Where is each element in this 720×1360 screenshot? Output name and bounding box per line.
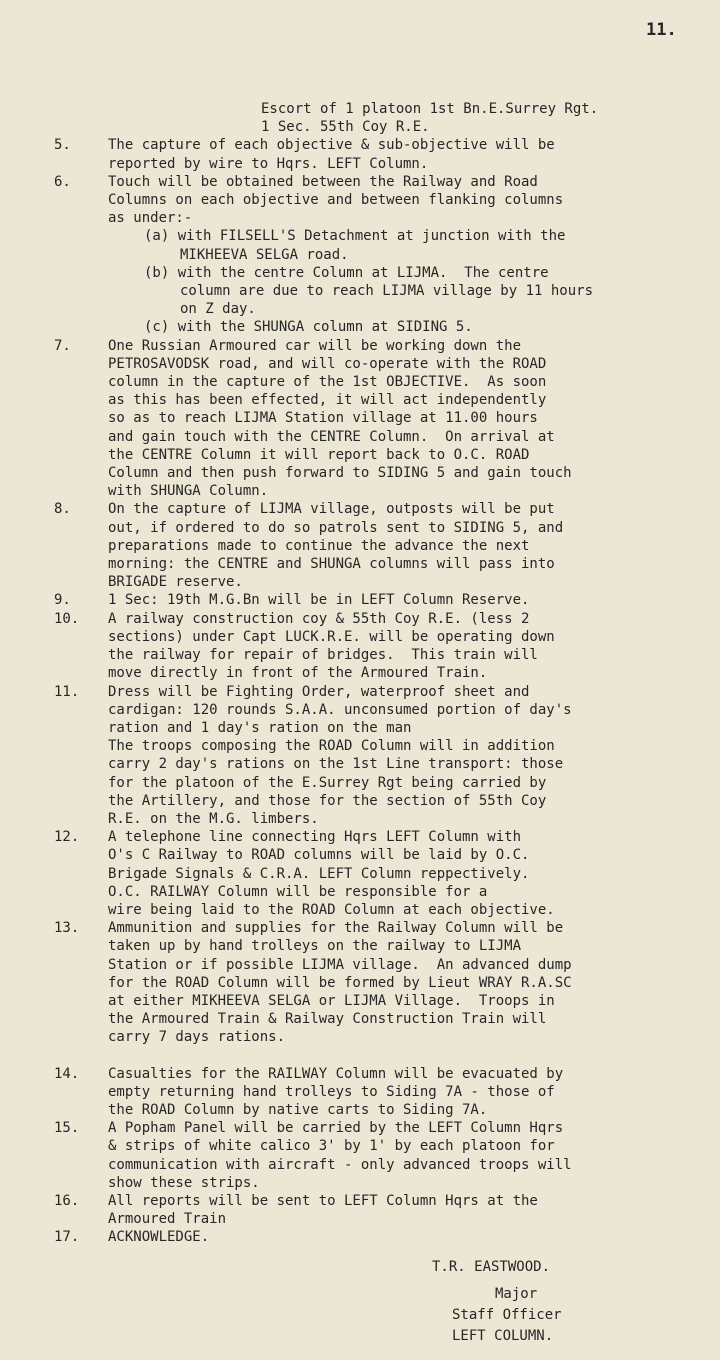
paragraph-line: at either MIKHEEVA SELGA or LIJMA Village. Troops in <box>108 992 555 1009</box>
paragraph-line: The capture of each objective & sub-objective will be <box>108 137 555 154</box>
paragraph-number: 13. <box>54 920 80 937</box>
paragraph-17 <box>54 1228 716 1246</box>
paragraph-line: Dress will be Fighting Order, waterproof sheet and <box>108 683 530 700</box>
paragraph-line: On the capture of LIJMA village, outposts will be put <box>108 501 555 518</box>
paragraph-line: as this has been effected, it will act independently <box>108 392 547 409</box>
paragraph-14 <box>54 1065 716 1120</box>
paragraph-line: communication with aircraft - only advanced troops will <box>108 1156 572 1173</box>
paragraph-line: and gain touch with the CENTRE Column. On arrival at <box>108 428 555 445</box>
paragraph-line: move directly in front of the Armoured Train. <box>108 665 488 682</box>
paragraph-line: the Armoured Train & Railway Construction Train will <box>108 1011 547 1028</box>
paragraph-line: R.E. on the M.G. limbers. <box>108 810 319 827</box>
paragraph-10 <box>54 610 716 683</box>
paragraph-line: taken up by hand trolleys on the railway to LIJMA <box>108 938 522 955</box>
paragraph-line: Touch will be obtained between the Railway and Road <box>108 173 538 190</box>
paragraph-line: out, if ordered to do so patrols sent to SIDING 5, and <box>108 519 564 536</box>
paragraph-line: the ROAD Column by native carts to Siding 7A. <box>108 1101 488 1118</box>
paragraph-list <box>54 136 716 1246</box>
paragraph-number: 11. <box>54 683 80 700</box>
paragraph-line: The troops composing the ROAD Column will in addition <box>108 738 555 755</box>
paragraph-number: 16. <box>54 1192 80 1209</box>
paragraph-line: Ammunition and supplies for the Railway Column will be <box>108 920 564 937</box>
paragraph-line: O's C Railway to ROAD columns will be laid by O.C. <box>108 847 530 864</box>
paragraph-number: 9. <box>54 592 71 609</box>
paragraph-line: cardigan: 120 rounds S.A.A. unconsumed portion of day's <box>108 701 572 718</box>
paragraph-line: & strips of white calico 3' by 1' by each platoon for <box>108 1138 555 1155</box>
paragraph-line: BRIGADE reserve. <box>108 574 243 591</box>
paragraph-11 <box>54 683 716 829</box>
paragraph-line: PETROSAVODSK road, and will co-operate with the ROAD <box>108 355 547 372</box>
paragraph-line: sections) under Capt LUCK.R.E. will be operating down <box>108 628 555 645</box>
heading-line: 1 Sec. 55th Coy R.E. <box>261 119 430 136</box>
paragraph-line: so as to reach LIJMA Station village at 11.00 hours <box>108 410 538 427</box>
paragraph-line: A telephone line connecting Hqrs LEFT Column with <box>108 829 522 846</box>
sub-item-line: MIKHEEVA SELGA road. <box>180 246 349 263</box>
paragraph-number: 7. <box>54 337 71 354</box>
escort-heading <box>261 100 716 136</box>
signature-rank: Major <box>495 1286 538 1302</box>
paragraph-line: the CENTRE Column it will report back to O.C. ROAD <box>108 446 530 463</box>
sub-item-line: (b) with the centre Column at LIJMA. The centre <box>144 264 549 281</box>
heading-line: Escort of 1 platoon 1st Bn.E.Surrey Rgt. <box>261 101 599 117</box>
paragraph-line: wire being laid to the ROAD Column at each objective. <box>108 901 555 918</box>
paragraph-number: 12. <box>54 829 80 846</box>
paragraph-8 <box>54 500 716 591</box>
paragraph-13 <box>54 919 716 1046</box>
paragraph-line: the Artillery, and those for the section of 55th Coy <box>108 792 547 809</box>
paragraph-line: for the platoon of the E.Surrey Rgt being carried by <box>108 774 547 791</box>
sub-item-line: column are due to reach LIJMA village by 11 hours <box>180 283 594 300</box>
paragraph-9 <box>54 591 716 609</box>
paragraph-line: empty returning hand trolleys to Siding 7A - those of <box>108 1083 555 1100</box>
paragraph-line: the railway for repair of bridges. This train will <box>108 647 538 664</box>
paragraph-line: carry 2 day's rations on the 1st Line transport: those <box>108 756 564 773</box>
paragraph-number: 5. <box>54 137 71 154</box>
paragraph-5 <box>54 136 716 172</box>
paragraph-number: 6. <box>54 173 71 190</box>
paragraph-line: A railway construction coy & 55th Coy R.E. (less 2 <box>108 610 530 627</box>
paragraph-line: morning: the CENTRE and SHUNGA columns will pass into <box>108 556 555 573</box>
sub-item-line: (c) with the SHUNGA column at SIDING 5. <box>144 319 473 336</box>
paragraph-number: 15. <box>54 1120 80 1137</box>
paragraph-line: All reports will be sent to LEFT Column Hqrs at the <box>108 1192 538 1209</box>
document-body <box>54 100 716 1247</box>
sub-item-line: on Z day. <box>180 301 256 318</box>
paragraph-line: 1 Sec: 19th M.G.Bn will be in LEFT Column Reserve. <box>108 592 530 609</box>
paragraph-line: One Russian Armoured car will be working down the <box>108 337 522 354</box>
paragraph-number: 10. <box>54 610 80 627</box>
paragraph-line: Brigade Signals & C.R.A. LEFT Column reppectively. <box>108 865 530 882</box>
signature-name: T.R. EASTWOOD. <box>432 1259 551 1275</box>
paragraph-line: show these strips. <box>108 1174 260 1191</box>
paragraph-line: Station or if possible LIJMA village. An advanced dump <box>108 956 572 973</box>
paragraph-line: Casualties for the RAILWAY Column will be evacuated by <box>108 1065 564 1082</box>
paragraph-15 <box>54 1119 716 1192</box>
paragraph-line: with SHUNGA Column. <box>108 483 269 500</box>
paragraph-number: 8. <box>54 501 71 518</box>
sub-item-line: (a) with FILSELL'S Detachment at junction with the <box>144 228 566 245</box>
paragraph-line: reported by wire to Hqrs. LEFT Column. <box>108 155 429 172</box>
paragraph-line: Columns on each objective and between flanking columns <box>108 192 564 209</box>
paragraph-line: for the ROAD Column will be formed by Lieut WRAY R.A.SC <box>108 974 572 991</box>
paragraph-12 <box>54 828 716 919</box>
signature-title: Staff Officer <box>452 1307 562 1323</box>
paragraph-16 <box>54 1192 716 1228</box>
paragraph-line: Column and then push forward to SIDING 5 and gain touch <box>108 465 572 482</box>
paragraph-number: 17. <box>54 1229 80 1246</box>
paragraph-line: A Popham Panel will be carried by the LEFT Column Hqrs <box>108 1120 564 1137</box>
paragraph-line: as under:- <box>108 210 193 227</box>
paragraph-line: carry 7 days rations. <box>108 1029 286 1046</box>
paragraph-6 <box>54 173 716 337</box>
paragraph-line: ration and 1 day's ration on the man <box>108 719 412 736</box>
page-number: 11. <box>646 20 677 40</box>
signature-unit: LEFT COLUMN. <box>452 1328 554 1344</box>
paragraph-line: ACKNOWLEDGE. <box>108 1229 210 1246</box>
paragraph-number: 14. <box>54 1065 80 1082</box>
paragraph-line: O.C. RAILWAY Column will be responsible for a <box>108 883 488 900</box>
paragraph-line: Armoured Train <box>108 1211 227 1228</box>
paragraph-line: preparations made to continue the advance the next <box>108 537 530 554</box>
paragraph-line: column in the capture of the 1st OBJECTIVE. As soon <box>108 374 547 391</box>
paragraph-7 <box>54 337 716 501</box>
